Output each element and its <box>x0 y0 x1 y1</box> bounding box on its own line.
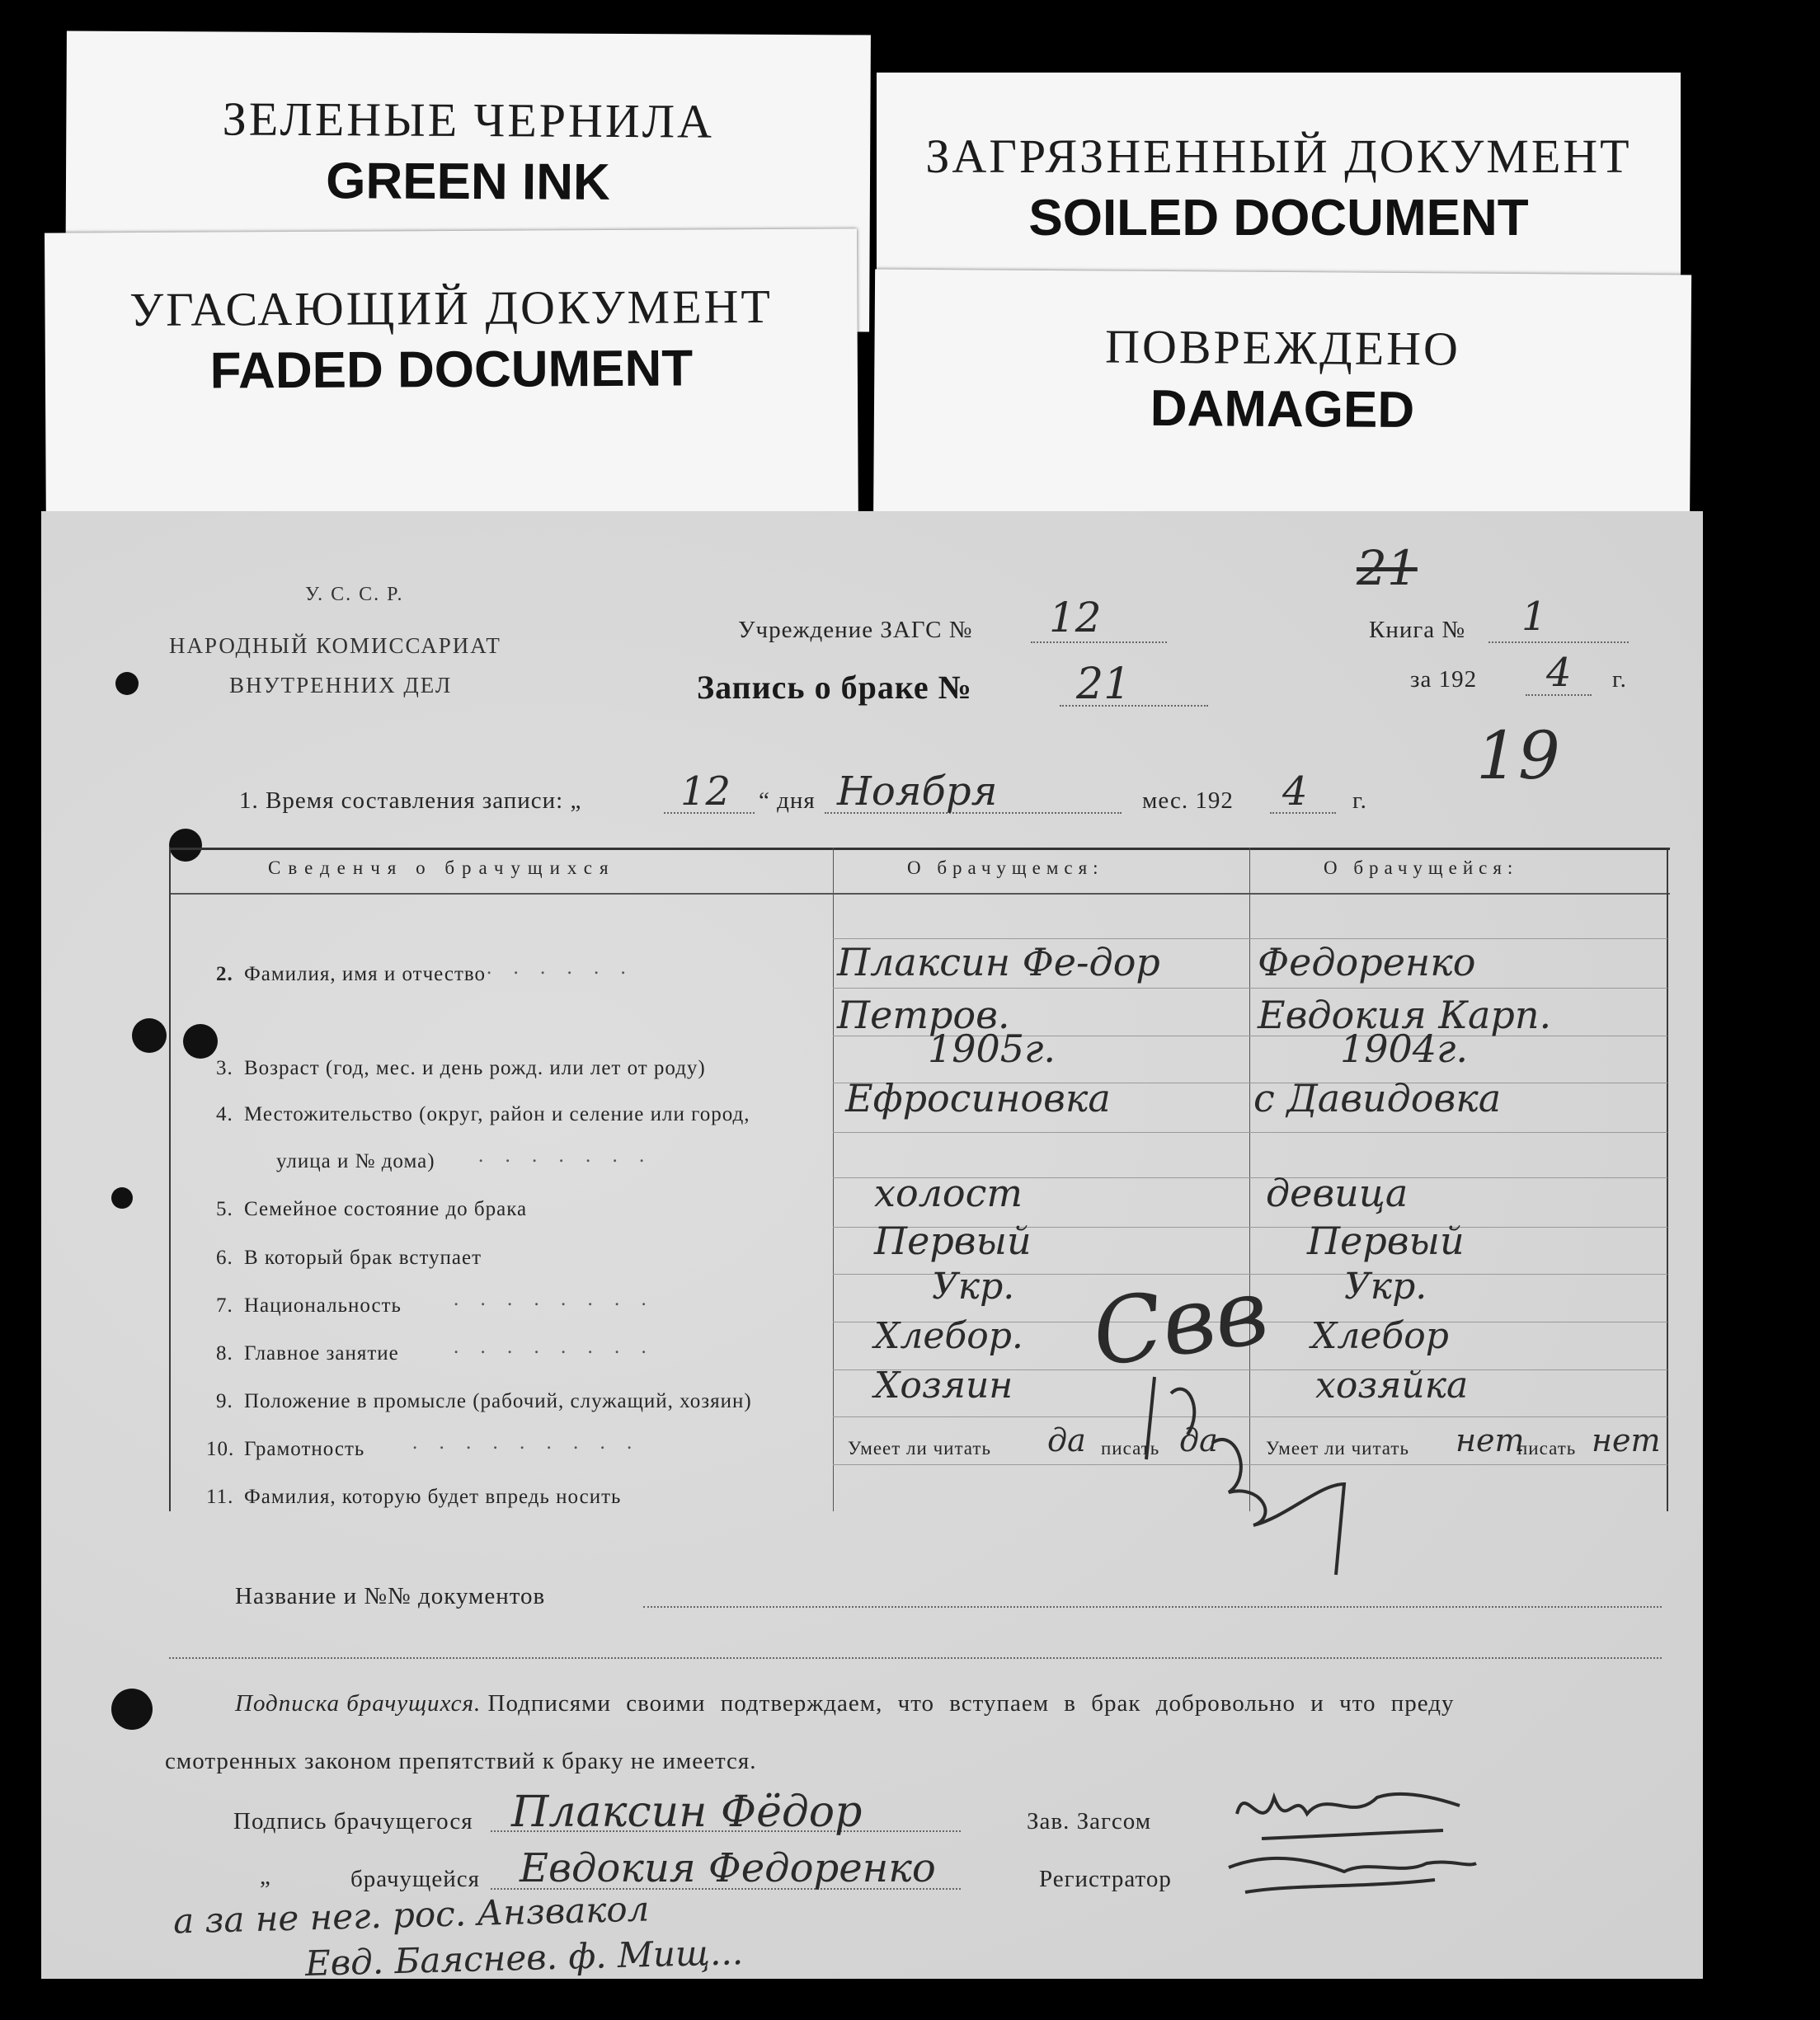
book-label: Книга № <box>1369 617 1466 643</box>
groom-nationality: Укр. <box>932 1266 1015 1308</box>
bride-can-read: нет <box>1456 1422 1525 1459</box>
record-year-suffix: г. <box>1352 787 1367 814</box>
record-month: Ноября <box>837 768 998 815</box>
commissariat-line-1: НАРОДНЫЙ КОМИССАРИАТ <box>169 633 501 658</box>
row-number: 4. <box>216 1103 233 1125</box>
overlay-handwritten-note: Свв <box>1086 1257 1275 1388</box>
bride-signature: Евдокия Федоренко <box>520 1845 936 1891</box>
zags-value: 12 <box>1049 594 1102 641</box>
bride-can-write: нет <box>1592 1422 1661 1459</box>
label-en: SOILED DOCUMENT <box>1028 190 1529 247</box>
proxy-note-line-2: Евд. Баяснев. ф. Мищ... <box>304 1932 744 1984</box>
row-label: Местожительство (округ, район и селение или город, <box>244 1103 750 1125</box>
groom-marital-status: холост <box>874 1171 1023 1215</box>
month-label: мес. 192 <box>1142 787 1234 814</box>
proxy-note-line-1: а за не нег. рос. Анзвакол <box>172 1888 650 1942</box>
bride-marital-status: девица <box>1266 1171 1409 1215</box>
row-number: 6. <box>216 1247 233 1269</box>
row-number: 5. <box>216 1198 233 1220</box>
groom-marriage-number: Первый <box>874 1219 1032 1263</box>
punch-hole <box>132 1018 167 1053</box>
row-label: В который брак вступает <box>244 1247 482 1269</box>
year-value: 4 <box>1546 650 1572 696</box>
bride-write-label: писать <box>1517 1438 1577 1459</box>
row-label: Возраст (год, мес. и день рожд. или лет от роду) <box>244 1057 706 1079</box>
row-label: Фамилия, имя и отчество <box>244 963 487 985</box>
groom-position: Хозяин <box>874 1365 1013 1407</box>
overlay-scribble <box>1138 1360 1402 1608</box>
label-card-damaged <box>873 270 1691 547</box>
row-number: 11. <box>206 1486 234 1508</box>
bride-name: Федоренко Евдокия Карп. <box>1258 940 1552 1037</box>
record-year: 4 <box>1282 768 1308 815</box>
label-en: GREEN INK <box>326 153 610 211</box>
statement-line-1 <box>235 1690 1454 1717</box>
groom-read-label: Умеет ли читать <box>848 1438 991 1459</box>
row-number: 2. <box>216 963 233 985</box>
table-header-bride: О брачущейся: <box>1324 857 1519 878</box>
label-en: FADED DOCUMENT <box>209 340 694 400</box>
row-number: 8. <box>216 1342 233 1365</box>
row-label: Грамотность <box>244 1438 365 1460</box>
zags-head-label: Зав. Загсом <box>1027 1808 1152 1834</box>
row-label: Положение в промысле (рабочий, служащий, хозяин) <box>244 1390 752 1412</box>
row-label: Семейное состояние до брака <box>244 1198 528 1220</box>
day-label: “ дня <box>759 787 816 814</box>
zags-head-signature <box>1229 1773 1476 1847</box>
label-card-faded-document <box>45 228 858 546</box>
marriage-record-document: У. С. С. Р. НАРОДНЫЙ КОМИССАРИАТ ВНУТРЕННИХ ДЕЛ Учреждение ЗАГС № 12 Запись о браке № 21 Книга № 1 за 192 4 г. 21 19 1. Время составления записи: „ 12 “ дня Ноября мес. 192 4 г. Сведенчя о брачущихся О брачущемся: О брачущейся: 2. Фамилия, имя и отчество . . . . . . Плаксин Фе-дор Петров. Федоренко Евдокия Карп. 3. Возраст (год, мес. и день рожд. или лет от роду) 1905г. 1904г. 4. Местожительство (округ, район и селение или город, Ефросиновка с Давидовка улица и № дома) . . . . . . . 5. Семейное состояние до брака холост девица 6. В который брак вступает Первый Первый 7. Национальность . . . . . . . . Укр. Укр. 8. Главное занятие . . . . . . . . Хлебор. Хлебор 9. Положение в промысле (рабочий, служащий, хозяин) Хозяин хозяйка 10. Грамотность . . . . . . . . . Умеет ли читать да писать да Умеет ли читать нет писать нет 11. Фамилия, которую будет впредь носить Свв Название и №№ документов Подписка брачущихся. Подписями своими подтверждаем, что вступаем в брак добровольно и что преду смотренных законом препятствий к браку не имеется. Подпись брачущегося Плаксин Фёдор „ брачущейся Евдокия Федоренко Зав. Загсом Регистратор а за не нег. рос. Анзвакол Евд. Баяснев. ф. Мищ... <box>41 511 1703 1979</box>
bride-age: 1904г. <box>1340 1026 1468 1071</box>
bride-read-label: Умеет ли читать <box>1266 1438 1409 1459</box>
bride-signature-label: брачущейся <box>350 1866 480 1892</box>
groom-age: 1905г. <box>928 1026 1056 1071</box>
row-label: Главное занятие <box>244 1342 399 1365</box>
documents-label: Название и №№ документов <box>235 1583 546 1609</box>
registrar-label: Регистратор <box>1039 1866 1172 1892</box>
groom-write-label: писать <box>1101 1438 1160 1459</box>
registrar-signature <box>1220 1843 1484 1909</box>
groom-name: Плаксин Фе-дор Петров. <box>837 940 1160 1037</box>
bride-prefix: „ <box>260 1863 271 1890</box>
groom-can-read: да <box>1047 1422 1086 1459</box>
table-header-groom: О брачущемся: <box>907 857 1104 878</box>
label-ru: ЗАГРЯЗНЕННЫЙ ДОКУМЕНТ <box>925 129 1632 183</box>
bride-residence: с Давидовка <box>1253 1076 1502 1120</box>
punch-hole <box>111 1689 153 1730</box>
table-header-info: Сведенчя о брачущихся <box>268 857 616 878</box>
row-number: 3. <box>216 1057 233 1079</box>
year-prefix: за 192 <box>1410 666 1478 693</box>
label-ru: УГАСАЮЩИЙ ДОКУМЕНТ <box>129 279 774 337</box>
ussr-label: У. С. С. Р. <box>305 584 404 605</box>
statement-text-1: Подписями своими подтверждаем, что вступаем в брак добровольно и что преду <box>487 1690 1455 1717</box>
groom-can-write: да <box>1179 1422 1218 1459</box>
bride-occupation: Хлебор <box>1311 1315 1449 1357</box>
bride-nationality: Укр. <box>1344 1266 1427 1308</box>
commissariat-line-2: ВНУТРЕННИХ ДЕЛ <box>229 673 453 698</box>
book-value: 1 <box>1521 594 1547 640</box>
bride-marriage-number: Первый <box>1307 1219 1465 1263</box>
corner-note: 21 <box>1357 540 1418 596</box>
groom-signature-label: Подпись брачущегося <box>233 1808 473 1834</box>
row-label: Фамилия, которую будет впредь носить <box>244 1486 622 1508</box>
record-title: Запись о браке № <box>697 669 972 706</box>
row-label: улица и № дома) <box>276 1150 435 1172</box>
groom-signature: Плаксин Фёдор <box>511 1787 863 1837</box>
side-number: 19 <box>1476 717 1560 794</box>
label-ru: ЗЕЛЕНЫЕ ЧЕРНИЛА <box>222 92 715 148</box>
row-number: 7. <box>216 1294 233 1317</box>
punch-hole <box>115 672 139 695</box>
label-ru: ПОВРЕЖДЕНО <box>1104 319 1461 376</box>
statement-italic: Подписка брачущихся. <box>235 1690 482 1717</box>
time-label: 1. Время составления записи: „ <box>239 787 582 814</box>
groom-occupation: Хлебор. <box>874 1315 1023 1357</box>
label-en: DAMAGED <box>1150 379 1415 439</box>
row-label: Национальность <box>244 1294 402 1317</box>
groom-residence: Ефросиновка <box>845 1076 1111 1120</box>
statement-line-2: смотренных законом препятствий к браку не имеется. <box>165 1748 757 1774</box>
bride-position: хозяйка <box>1315 1365 1469 1407</box>
record-number: 21 <box>1076 660 1131 709</box>
punch-hole <box>111 1187 133 1209</box>
row-number: 10. <box>206 1438 235 1460</box>
year-suffix: г. <box>1612 666 1627 693</box>
zags-label: Учреждение ЗАГС № <box>738 617 973 643</box>
row-number: 9. <box>216 1390 233 1412</box>
record-day: 12 <box>680 768 731 815</box>
